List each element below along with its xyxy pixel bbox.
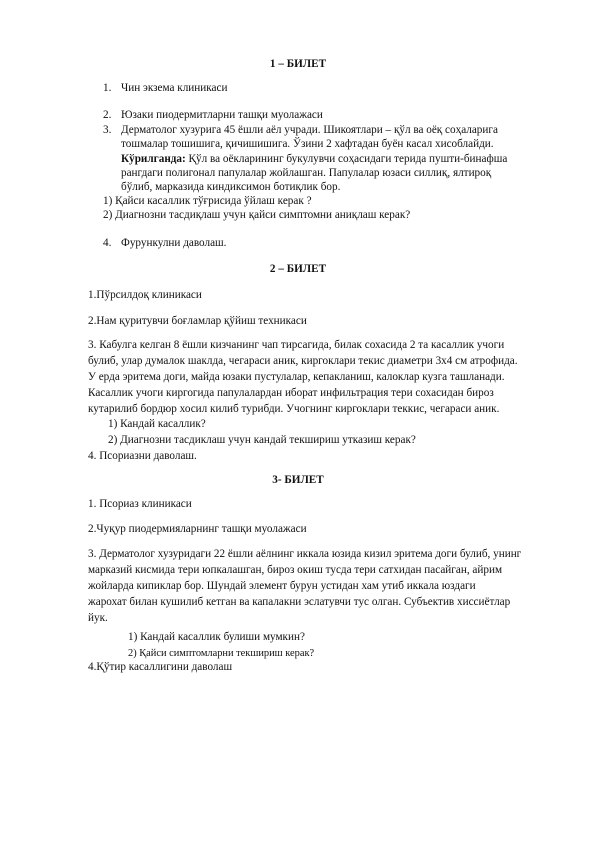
ticket-1-q3-line-1: Дерматолог хузурига 45 ёшли аёл учради. Шикоятлари – қўл ва оёқ соҳаларига [121,124,498,136]
ticket-3-title: 3- БИЛЕТ [272,474,324,486]
ticket-2-sub-question-2: 2) Диагнозни тасдиклаш учун кандай текшириш утказиш керак? [108,434,416,446]
ticket-1-exam-label: Кўрилганда: [121,153,186,165]
ticket-1-q3-exam-line-3: бўлиб, марказида киндиксимон ботиқлик бор. [121,181,341,193]
ticket-3-q3-line-5: йук. [88,612,108,624]
ticket-2-q3-line-5: кутарилиб бордюр хосил килиб турибди. Учогнинг киргоклари теккис, чегараси аник. [88,403,500,415]
ticket-2-q2: 2.Нам қуритувчи боғламлар қўйиш техникаси [88,315,307,327]
ticket-1-title: 1 – БИЛЕТ [269,58,327,70]
ticket-1-q2-text: Юзаки пиодермитларни ташқи муолажаси [121,109,323,121]
ticket-1-q4-number: 4. [103,237,112,249]
ticket-3-sub-question-1: 1) Кандай касаллик булиши мумкин? [128,631,305,643]
ticket-3-q2: 2.Чуқур пиодермияларнинг ташқи муолажаси [88,523,307,535]
ticket-3-sub-question-2: 2) Қайси симптомларни текшириш керак? [128,648,315,659]
ticket-2-q3-line-4: Касаллик учоги киргогида папулалардан иборат инфильтрация тери сохасидан бироз [88,387,494,399]
ticket-1-q1-number: 1. [103,82,112,94]
ticket-1-q3-number: 3. [103,124,112,136]
ticket-1-sub-question-2: 2) Диагнозни тасдиқлаш учун қайси симптомни аниқлаш керак? [103,209,411,221]
ticket-2-sub-question-1: 1) Кандай касаллик? [108,418,206,430]
ticket-1-q3-line-2: тошмалар тошишига, қичишишига. Ўзини 2 хафтадан буён касал хисоблайди. [121,138,494,150]
ticket-2-q4: 4. Псориазни даволаш. [88,450,197,462]
ticket-1-q3-exam-line-2: рангдаги полигонал папулалар жойлашган. Папулалар юзаси силлиқ, ялтироқ [121,167,492,179]
ticket-3-q3-line-1: 3. Дерматолог хузуридаги 22 ёшли аёлнинг иккала юзида кизил эритема доги булиб, унинг [88,548,522,560]
ticket-3-q4: 4.Қўтир касаллигини даволаш [88,661,233,673]
ticket-1-q1-text: Чин экзема клиникаси [121,82,228,94]
ticket-1-sub-question-1: 1) Қайси касаллик тўғрисида ўйлаш керак ? [103,195,312,207]
ticket-1-q4-text: Фурункулни даволаш. [121,237,227,249]
ticket-1-q3-exam-line-1 [121,153,507,166]
ticket-1-exam-text: Қўл ва оёкларининг букулувчи соҳасидаги терида пушти-бинафша [185,153,508,165]
ticket-2-q3-line-3: У ерда эритема доги, майда юзаки пустулалар, кепакланиш, калоклар кузга ташланади. [88,371,505,383]
ticket-2-q3-line-1: 3. Кабулга келган 8 ёшли кизчанинг чап тирсагида, билак сохасида 2 та касаллик учоги [88,339,505,351]
ticket-2-q1: 1.Пўрсилдоқ клиникаси [88,289,202,301]
ticket-3-q1: 1. Псориаз клиникаси [88,498,192,510]
ticket-3-q3-line-3: жойларда кипиклар бор. Шундай элемент бурун устидан хам утиб иккала юздаги [88,580,476,592]
ticket-1-q2-number: 2. [103,109,112,121]
ticket-3-q3-line-2: марказий кисмида тери юпкалашган, бироз окиш тусда тери сатхидан пасайган, айрим [88,564,503,576]
ticket-3-q3-line-4: жарохат билан кушилиб кетган ва капалакни эслатувчи тус олган. Субъектив хиссиётлар [88,596,511,608]
ticket-2-q3-line-2: булиб, улар думалок шаклда, чегараси аник, киргоклари текис диаметри 3х4 см атрофида. [88,355,518,367]
ticket-2-title: 2 – БИЛЕТ [269,263,327,275]
